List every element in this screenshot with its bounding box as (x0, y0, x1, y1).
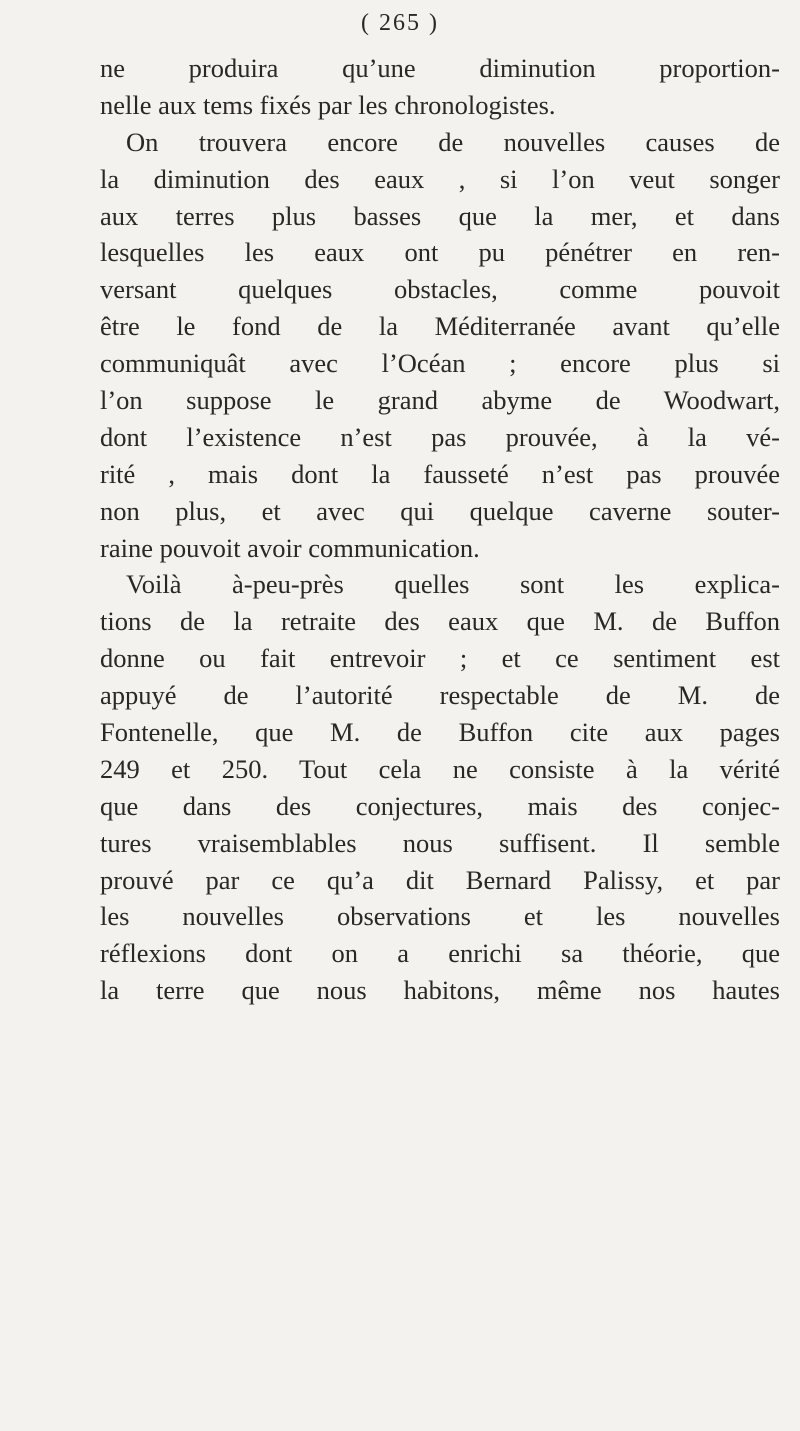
text-line: Fontenelle, que M. de Buffon cite aux pages (100, 717, 780, 748)
text-line: l’on suppose le grand abyme de Woodwart, (100, 385, 780, 416)
text-line: rité , mais dont la fausseté n’est pas prouvée (100, 458, 780, 489)
text-line: communiquât avec l’Océan ; encore plus si (100, 348, 780, 379)
text-line: donne ou fait entrevoir ; et ce sentiment est (100, 643, 780, 674)
text-line: non plus, et avec qui quelque caverne souter- (100, 495, 780, 526)
text-line: On trouvera encore de nouvelles causes de (126, 126, 780, 157)
text-line: tures vraisemblables nous suffisent. Il semble (100, 827, 780, 858)
text-line: dont l’existence n’est pas prouvée, à la vé- (100, 421, 780, 452)
text-line: versant quelques obstacles, comme pouvoit (100, 274, 780, 305)
page-body (100, 50, 780, 1009)
text-line: raine pouvoit avoir communication. (100, 532, 480, 563)
text-line: Voilà à-peu-près quelles sont les explica- (126, 569, 780, 600)
text-line: 249 et 250. Tout cela ne consiste à la vérité (100, 753, 780, 784)
text-line: ne produira qu’une diminution proportion- (100, 53, 780, 83)
text-line: la diminution des eaux , si l’on veut songer (100, 163, 780, 194)
text-line: tions de la retraite des eaux que M. de Buffon (100, 606, 780, 637)
text-line: nelle aux tems fixés par les chronologistes. (100, 89, 556, 120)
text-line: aux terres plus basses que la mer, et dans (100, 200, 780, 231)
text-line: la terre que nous habitons, même nos hautes (100, 975, 780, 1006)
text-line: être le fond de la Méditerranée avant qu’elle (100, 311, 780, 342)
text-line: les nouvelles observations et les nouvelles (100, 901, 780, 932)
text-line: prouvé par ce qu’a dit Bernard Palissy, et par (100, 864, 780, 895)
page-number-header: ( 265 ) (361, 10, 439, 36)
text-line: que dans des conjectures, mais des conjec- (100, 790, 780, 821)
text-line: appuyé de l’autorité respectable de M. de (100, 680, 780, 711)
text-line: réflexions dont on a enrichi sa théorie, que (100, 938, 780, 969)
text-line: lesquelles les eaux ont pu pénétrer en ren- (100, 237, 780, 268)
